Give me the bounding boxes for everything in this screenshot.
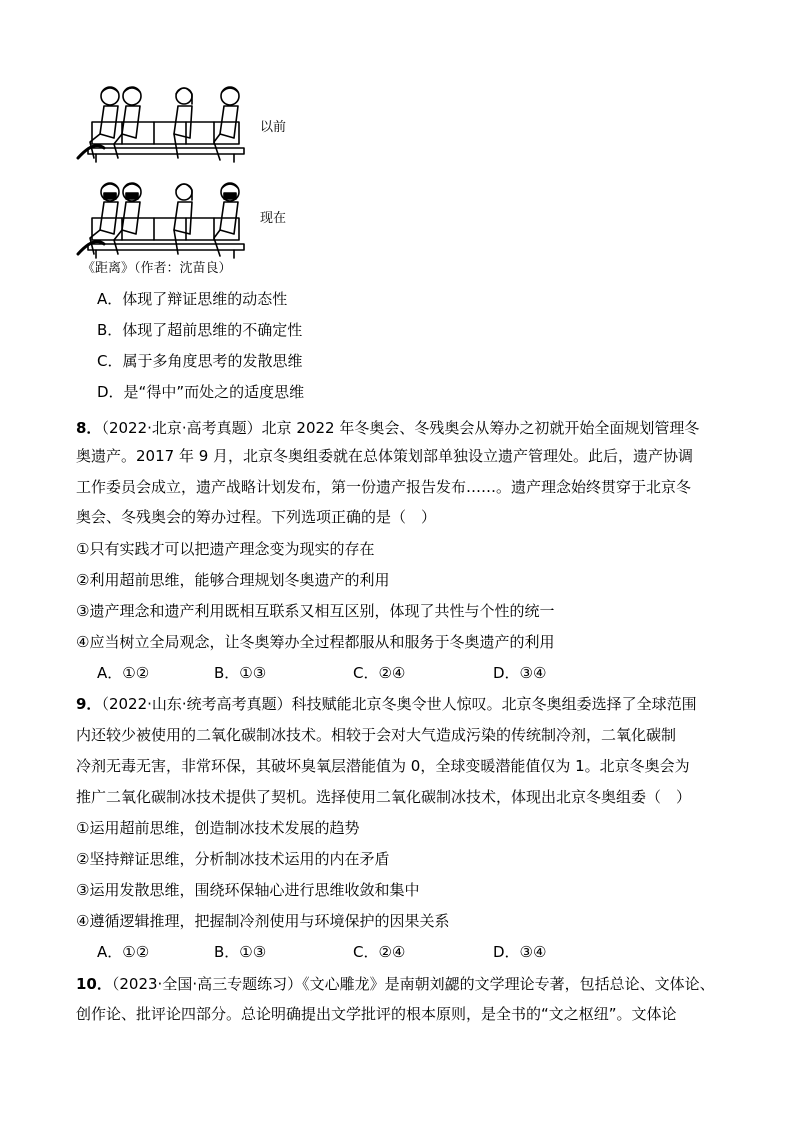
before-row [78, 87, 244, 162]
q9-item: ④遵循逻辑推理，把握制冷剂使用与环境保护的因果关系 [76, 912, 450, 930]
q9-answer-b[interactable]: B．①③ [214, 943, 267, 961]
q7-option-d[interactable]: D．是“得中”而处之的适度思维 [97, 383, 305, 401]
cartoon-drawing [74, 82, 314, 280]
q8-stem-line: 工作委员会成立，遗产战略计划发布，第一份遗产报告发布……。遗产理念始终贯穿于北京冬 [76, 478, 692, 496]
q9-stem-line: 内还较少被使用的二氧化碳制冰技术。相较于会对大气造成污染的传统制冷剂，二氧化碳制 [76, 726, 677, 744]
q9-stem-line: 推广二氧化碳制冰技术提供了契机。选择使用二氧化碳制冰技术，体现出北京冬奥组委（ ） [76, 788, 692, 806]
now-row [78, 183, 244, 258]
label-now: 现在 [260, 211, 287, 226]
q8-answer-row [97, 662, 617, 684]
q8-stem-line: 奥遗产。2017 年 9 月，北京冬奥组委就在总体策划部单独设立遗产管理处。此后，遗产协调 [76, 447, 694, 465]
q9-stem-text: （2022·山东·统考高考真题）科技赋能北京冬奥令世人惊叹。北京冬奥组委选择了全球范围 [101, 695, 697, 713]
q8-stem-line [76, 417, 699, 439]
q8-item: ④应当树立全局观念，让冬奥筹办全过程都服从和服务于冬奥遗产的利用 [76, 633, 555, 651]
q10-stem-text: （2023·全国·高三专题练习）《文心雕龙》是南朝刘勰的文学理论专著，包括总论、文体论、 [111, 975, 715, 993]
q9-item: ②坚持辩证思维，分析制冰技术运用的内在矛盾 [76, 850, 390, 868]
q8-number: 8． [76, 419, 102, 437]
q8-answer-b[interactable]: B．①③ [214, 664, 267, 682]
q9-answer-c[interactable]: C．②④ [353, 943, 406, 961]
q9-stem-line [76, 693, 697, 715]
figure-caption: 《距离》（作者：沈苗良） [82, 261, 232, 276]
q8-answer-d[interactable]: D．③④ [493, 664, 547, 682]
q9-stem-line: 冷剂无毒无害，非常环保，其破坏臭氧层潜能值为 0，全球变暖潜能值仅为 1。北京冬奥会为 [76, 757, 690, 775]
q9-item: ③运用发散思维，围绕环保轴心进行思维收敛和集中 [76, 881, 420, 899]
q8-item: ②利用超前思维，能够合理规划冬奥遗产的利用 [76, 571, 390, 589]
q7-option-c[interactable]: C．属于多角度思考的发散思维 [97, 352, 303, 370]
q10-stem-line: 创作论、批评论四部分。总论明确提出文学批评的根本原则，是全书的“文之枢纽”。文体论 [76, 1005, 677, 1023]
q9-number: 9． [76, 695, 102, 713]
q8-item: ①只有实践才可以把遗产理念变为现实的存在 [76, 540, 375, 558]
q8-stem-line: 奥会、冬残奥会的筹办过程。下列选项正确的是（ ） [76, 508, 437, 526]
q7-option-a[interactable]: A．体现了辩证思维的动态性 [97, 290, 288, 308]
q10-stem-line [76, 973, 715, 995]
q8-stem-text: （2022·北京·高考真题）北京 2022 年冬奥会、冬残奥会从筹办之初就开始全面规划管理冬 [101, 419, 700, 437]
q10-number: 10． [76, 975, 112, 993]
q7-option-b[interactable]: B．体现了超前思维的不确定性 [97, 321, 303, 339]
q9-answer-a[interactable]: A．①② [97, 943, 150, 961]
q9-answer-row [97, 941, 617, 963]
q9-item: ①运用超前思维，创造制冰技术发展的趋势 [76, 819, 360, 837]
q8-answer-a[interactable]: A．①② [97, 664, 150, 682]
q8-item: ③遗产理念和遗产利用既相互联系又相互区别，体现了共性与个性的统一 [76, 602, 555, 620]
q8-answer-c[interactable]: C．②④ [353, 664, 406, 682]
label-before: 以前 [260, 120, 287, 135]
q9-answer-d[interactable]: D．③④ [493, 943, 547, 961]
cartoon-distance-illustration [74, 82, 314, 280]
